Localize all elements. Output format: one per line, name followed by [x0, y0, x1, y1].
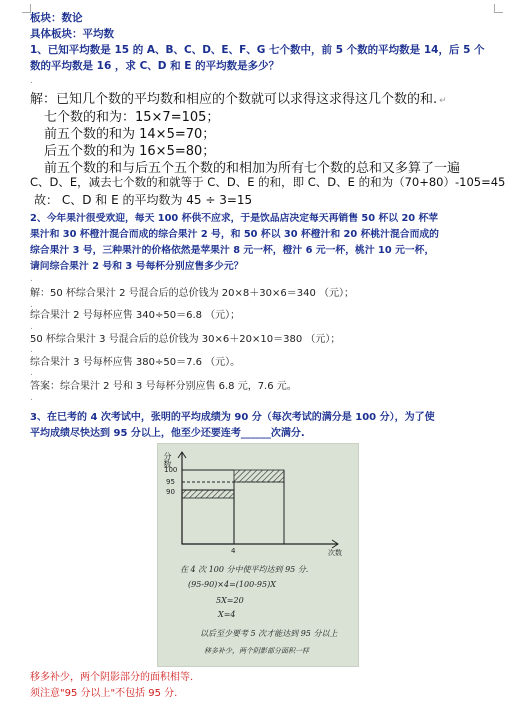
sketch-note-6: 移多补少，两个阴影部分面积一样: [204, 647, 309, 655]
sketch-tick-4: 4: [231, 547, 236, 555]
sketch-y-label: 分数: [163, 452, 172, 468]
subsection-label: 具体板块：平均数: [30, 28, 114, 40]
s1-line-6: C、D、E，减去七个数的和就等于 C、D、E 的和，即 C、D、E 的和为（70+80）-105=45: [30, 175, 506, 189]
shaded-area-right: [234, 470, 284, 482]
sketch-note-3: 5X=20: [216, 596, 244, 605]
sketch-tick-95: 95: [166, 478, 175, 486]
s1-line-3: 前五个数的和为 14×5=70；: [44, 127, 216, 142]
s2-line-5: 答案：综合果汁 2 号和 3 号每杯分别应售 6.8 元，7.6 元。: [30, 381, 297, 392]
s2-line-2: 综合果汁 2 号每杯应售 340÷50＝6.8 （元）；: [30, 310, 241, 321]
q2-line-1: 2、今年果汁很受欢迎，每天 100 杯供不应求，于是饮品店决定每天再销售 50 杯以 20 杯苹: [30, 213, 439, 224]
blank-line-mark: .: [30, 345, 33, 355]
q2-line-3: 综合果汁 3 号，三种果汁的价格依然是苹果汁 8 元一杯，橙汁 6 元一杯，桃汁 10 元一杯，: [30, 245, 435, 256]
s2-line-3: 50 杯综合果汁 3 号混合后的总价钱为 30×6＋20×10＝380 （元）；: [30, 334, 341, 345]
q2-line-4: 请问综合果汁 2 号和 3 号每杯分别应售多少元？: [30, 261, 244, 272]
s1-line-1: 解：已知几个数的平均数和相应的个数就可以求得这求得这几个数的和.: [30, 92, 438, 107]
sketch-note-2: (95-90)×4=(100-95)X: [188, 580, 276, 589]
sketch-x-label: 次数: [328, 549, 342, 557]
sketch-note-1: 在 4 次 100 分中使平均达到 95 分.: [180, 565, 309, 574]
sketch-note-4: X=4: [218, 610, 236, 619]
s1-line-2: 七个数的和为：15×7=105；: [44, 110, 220, 125]
blank-line-mark: .: [30, 393, 33, 403]
s1-line-7: 故： C、D 和 E 的平均数为 45 ÷ 3=15: [34, 193, 253, 207]
s1-line-5: 前五个数的和与后五个五个数的和相加为所有七个数的总和又多算了一遍: [44, 161, 461, 176]
s2-line-1: 解：50 杯综合果汁 2 号混合后的总价钱为 20×8＋30×6＝340 （元）；: [30, 288, 354, 299]
page-corner-mark-right: [494, 4, 503, 13]
sketch-note-5: 以后至少要考 5 次才能达到 95 分以上: [200, 629, 338, 638]
handwritten-solution-photo: [157, 443, 359, 667]
paragraph-mark: ↵: [439, 96, 447, 106]
s1-line-4: 后五个数的和为 16×5=80；: [44, 144, 216, 159]
note-red-2: 须注意"95 分以上"不包括 95 分.: [30, 688, 178, 699]
q2-line-2: 果汁和 30 杯橙汁混合而成的综合果汁 2 号，和 50 杯以 30 杯橙汁和 20 杯桃汁混合而成的: [30, 229, 439, 240]
blank-line-mark: .: [30, 322, 33, 332]
sketch-tick-100: 100: [164, 466, 178, 474]
section-label: 板块：数论: [30, 12, 83, 24]
s2-line-4: 综合果汁 3 号每杯应售 380÷50＝7.6 （元）。: [30, 357, 241, 368]
blank-line-mark: .: [30, 274, 33, 284]
q1-line-1: 1、已知平均数是 15 的 A、B、C、D、E、F、G 七个数中，前 5 个数的平均数是 14，后 5 个: [30, 44, 485, 56]
shaded-area-left: [182, 490, 234, 498]
q3-line-2: 平均成绩尽快达到 95 分以上，他至少还要连考______次满分.: [30, 428, 305, 439]
sketch-tick-90: 90: [166, 488, 175, 496]
note-red-1: 移多补少，两个阴影部分的面积相等.: [30, 672, 194, 683]
q1-line-2: 数的平均数是 16 ，求 C、D 和 E 的平均数是多少？: [30, 60, 280, 72]
blank-line-mark: .: [30, 368, 33, 378]
blank-line-mark: .: [30, 76, 33, 86]
q3-line-1: 3、在已考的 4 次考试中，张明的平均成绩为 90 分（每次考试的满分是 100 分），为了使: [30, 412, 435, 423]
blank-line-mark: .: [30, 300, 33, 310]
